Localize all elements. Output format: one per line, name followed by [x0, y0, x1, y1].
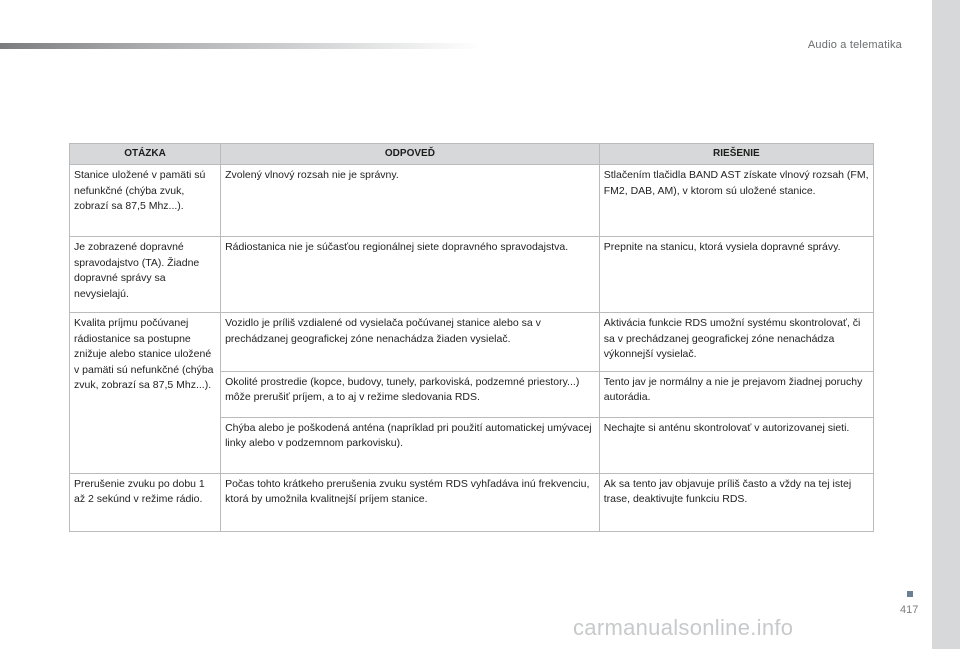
page-marker-square: [907, 591, 913, 597]
solution-cell: Stlačením tlačidla BAND AST získate vlnový rozsah (FM, FM2, DAB, AM), v ktorom sú uložené stanice.: [599, 165, 873, 237]
table-row: [70, 313, 874, 372]
table-row: [70, 473, 874, 531]
section-title: Audio a telematika: [807, 39, 902, 51]
solution-cell: Nechajte si anténu skontrolovať v autorizovanej sieti.: [599, 417, 873, 473]
watermark: carmanualsonline.info: [573, 615, 794, 640]
column-header-answer: ODPOVEĎ: [221, 144, 600, 165]
answer-cell: Počas tohto krátkeho prerušenia zvuku systém RDS vyhľadáva inú frekvenciu, ktorá by umožnila kvalitnejší príjem stanice.: [221, 473, 600, 531]
header-gradient-bar: [0, 43, 480, 49]
side-strip: [932, 0, 960, 649]
question-cell: Stanice uložené v pamäti sú nefunkčné (chýba zvuk, zobrazí sa 87,5 Mhz...).: [70, 165, 221, 237]
troubleshooting-table: [69, 143, 874, 532]
answer-cell: Zvolený vlnový rozsah nie je správny.: [221, 165, 600, 237]
table-row: [70, 165, 874, 237]
question-cell: Prerušenie zvuku po dobu 1 až 2 sekúnd v režime rádio.: [70, 473, 221, 531]
page-number: 417: [900, 604, 919, 616]
solution-cell: Aktivácia funkcie RDS umožní systému skontrolovať, či sa v prechádzanej geografickej zóne nenachádza výkonnejší vysielač.: [599, 313, 873, 372]
answer-cell: Vozidlo je príliš vzdialené od vysielača počúvanej stanice alebo sa v prechádzanej geografickej zóne nenachádza žiaden vysielač.: [221, 313, 600, 372]
question-cell: Kvalita príjmu počúvanej rádiostanice sa postupne znižuje alebo stanice uložené v pamäti sú nefunkčné (chýba zvuk, zobrazí sa 87,5 Mhz...).: [70, 313, 221, 474]
solution-cell: Ak sa tento jav objavuje príliš často a vždy na tej istej trase, deaktivujte funkciu RDS.: [599, 473, 873, 531]
answer-cell: Rádiostanica nie je súčasťou regionálnej siete dopravného spravodajstva.: [221, 237, 600, 313]
column-header-question: OTÁZKA: [70, 144, 221, 165]
answer-cell: Okolité prostredie (kopce, budovy, tunely, parkoviská, podzemné priestory...) môže prerušiť príjem, a to aj v režime sledovania RDS.: [221, 371, 600, 417]
answer-cell: Chýba alebo je poškodená anténa (napríklad pri použití automatickej umývacej linky alebo v podzemnom parkovisku).: [221, 417, 600, 473]
question-cell: Je zobrazené dopravné spravodajstvo (TA). Žiadne dopravné správy sa nevysielajú.: [70, 237, 221, 313]
solution-cell: Tento jav je normálny a nie je prejavom žiadnej poruchy autorádia.: [599, 371, 873, 417]
table-row: [70, 237, 874, 313]
column-header-solution: RIEŠENIE: [599, 144, 873, 165]
table-header-row: [70, 144, 874, 165]
solution-cell: Prepnite na stanicu, ktorá vysiela dopravné správy.: [599, 237, 873, 313]
